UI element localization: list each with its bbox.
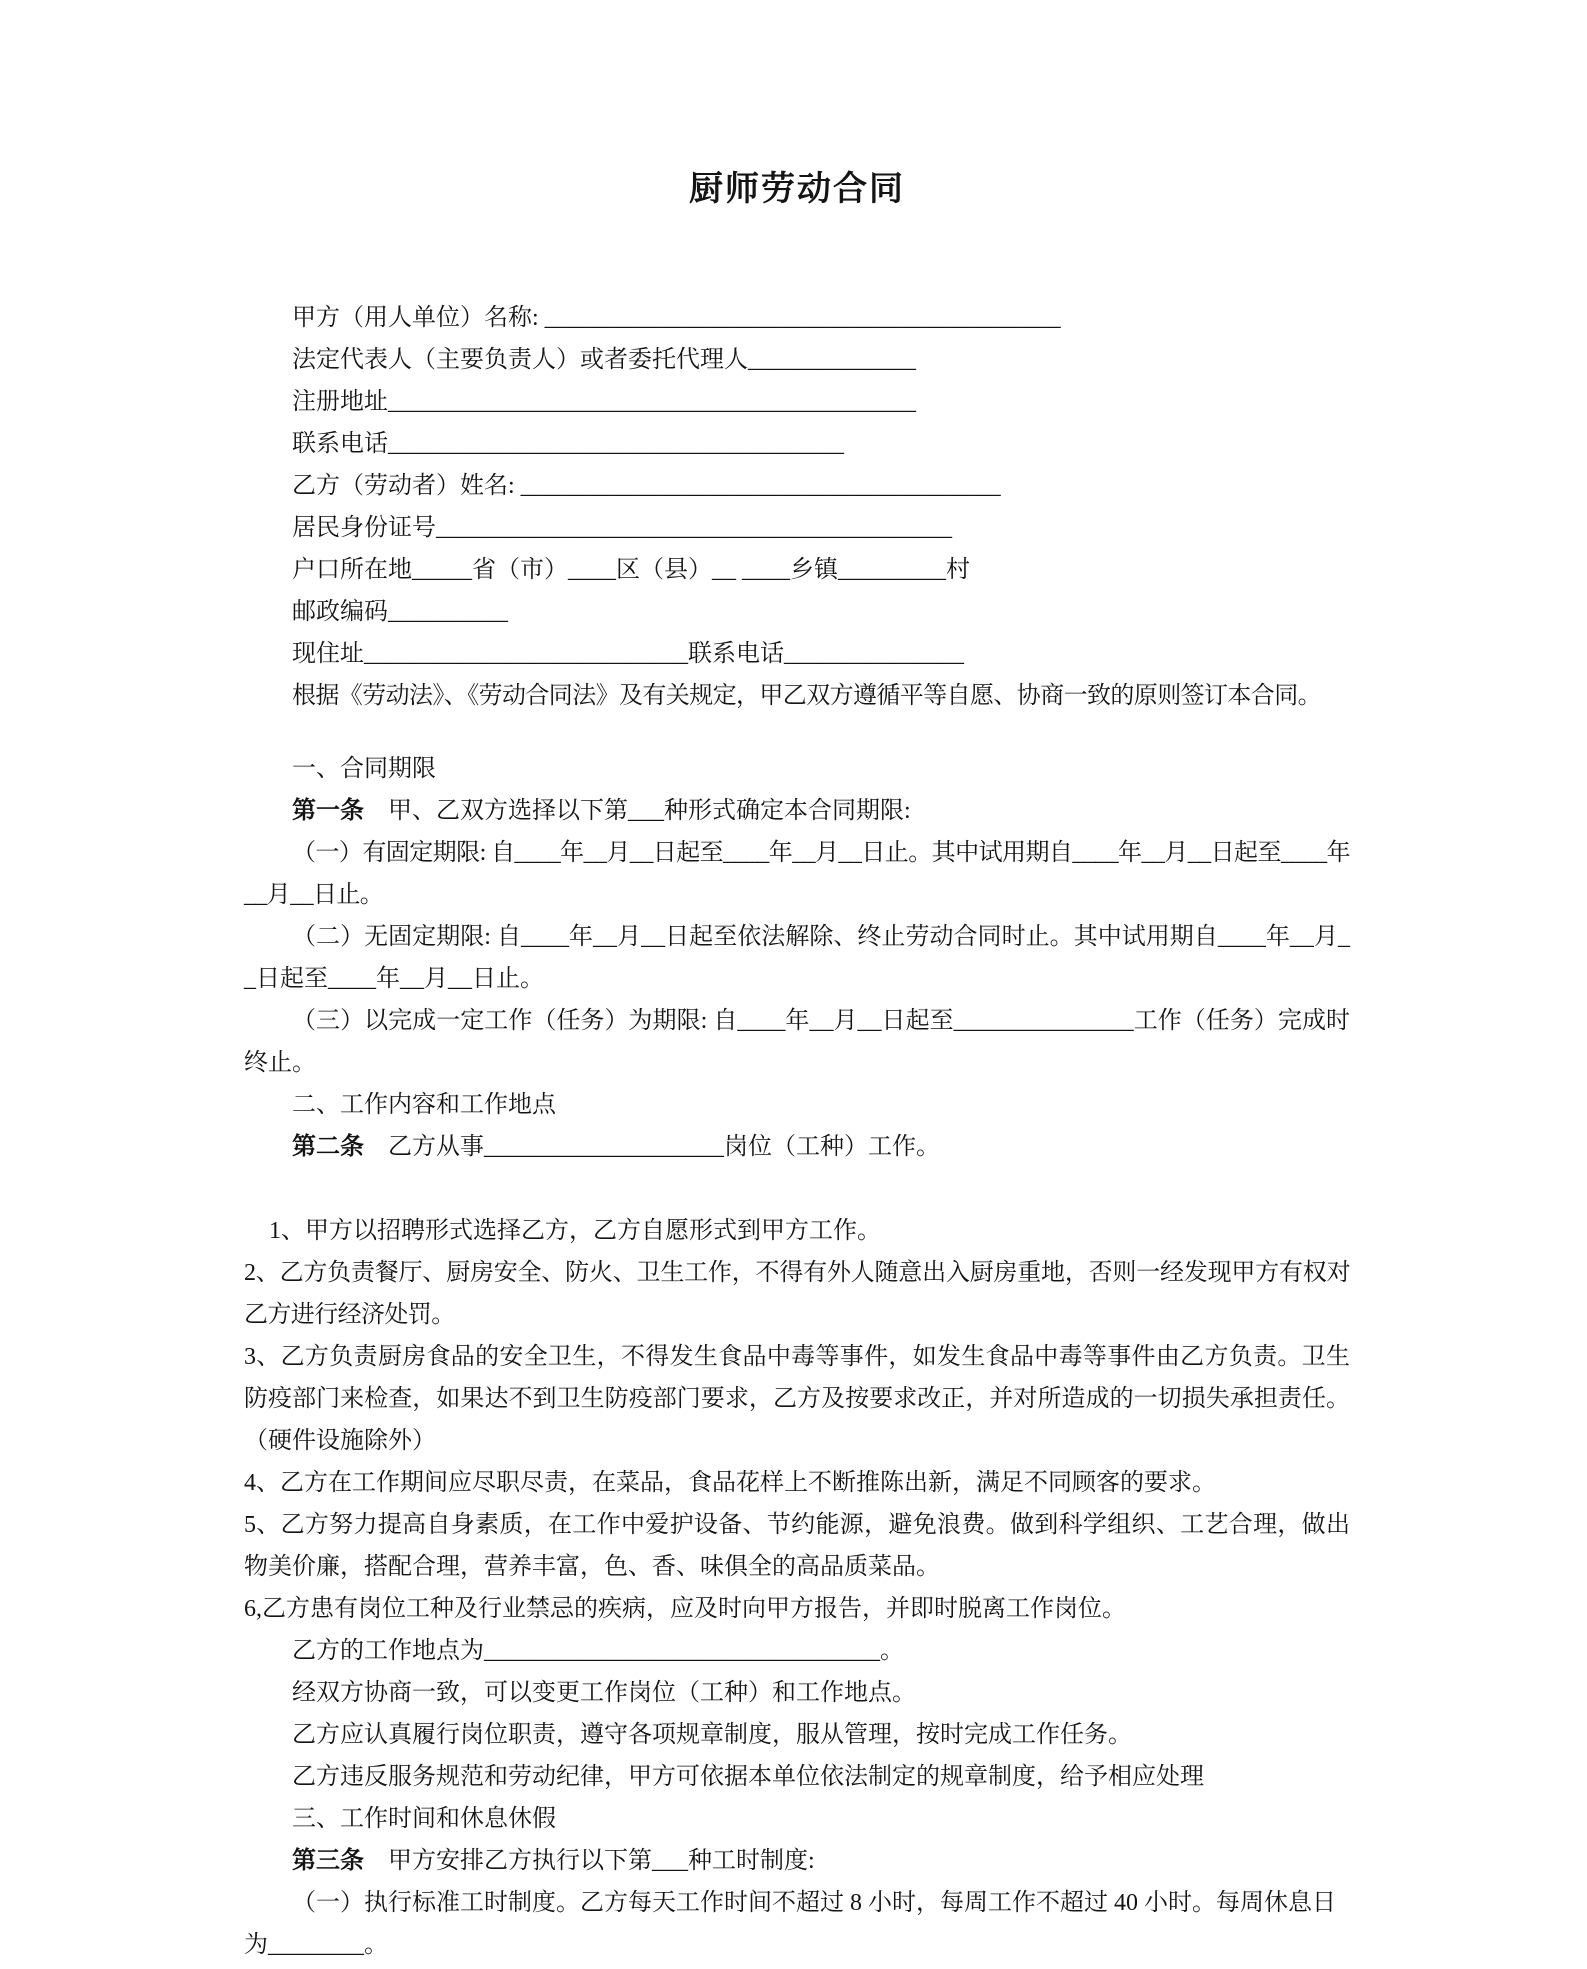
line-text: 邮政编码__________ — [292, 599, 508, 625]
contract-line — [244, 297, 1350, 339]
contract-line — [244, 1126, 1350, 1168]
document-title: 厨师劳动合同 — [689, 171, 905, 208]
line-text: 二、工作内容和工作地点 — [292, 1092, 556, 1118]
contract-line — [244, 381, 1350, 423]
line-text: 乙方的工作地点为_________________________________。 — [292, 1638, 904, 1664]
line-text: （二）无固定期限: 自____年__月__日起至依法解除、终止劳动合同时止。其中试用期自____年__月__日起至____年__月__日止。 — [244, 924, 1350, 992]
line-text: 注册地址____________________________________________ — [292, 389, 916, 415]
contract-line — [244, 1798, 1350, 1840]
contract-line — [244, 675, 1350, 717]
contract-line — [244, 633, 1350, 675]
contract-line — [244, 339, 1350, 381]
contract-line — [244, 465, 1350, 507]
line-text: 乙方应认真履行岗位职责，遵守各项规章制度，服从管理，按时完成工作任务。 — [292, 1722, 1132, 1748]
contract-line — [244, 1630, 1350, 1672]
contract-line — [244, 748, 1350, 790]
contract-line — [244, 423, 1350, 465]
line-text: 现住址___________________________联系电话_______________ — [292, 641, 964, 667]
contract-line — [244, 790, 1350, 832]
line-text: 2、乙方负责餐厅、厨房安全、防火、卫生工作，不得有外人随意出入厨房重地，否则一经发现甲方有权对乙方进行经济处罚。 — [244, 1260, 1350, 1328]
contract-line — [244, 549, 1350, 591]
line-text: 联系电话______________________________________ — [292, 431, 844, 457]
line-text: 甲方（用人单位）名称: ___________________________________________ — [292, 305, 1061, 331]
line-text: 经双方协商一致，可以变更工作岗位（工种）和工作地点。 — [292, 1680, 916, 1706]
contract-line — [244, 1210, 1350, 1252]
line-text: 乙方（劳动者）姓名: ________________________________________ — [292, 473, 1001, 499]
contract-line — [244, 507, 1350, 549]
contract-line — [244, 1252, 1350, 1336]
contract-body — [244, 297, 1350, 1966]
line-text: 一、合同期限 — [292, 756, 436, 782]
line-text: 三、工作时间和休息休假 — [292, 1806, 556, 1832]
contract-line — [244, 1504, 1350, 1588]
line-text: 居民身份证号___________________________________________ — [292, 515, 952, 541]
line-text: （三）以完成一定工作（任务）为期限: 自____年__月__日起至_______________工作（任务）完成时终止。 — [244, 1008, 1350, 1076]
contract-line — [244, 591, 1350, 633]
line-text: 3、乙方负责厨房食品的安全卫生，不得发生食品中毒等事件，如发生食品中毒等事件由乙方负责。卫生防疫部门来检查，如果达不到卫生防疫部门要求，乙方及按要求改正，并对所造成的一切损失承担责任。（硬件设施除外） — [244, 1344, 1350, 1454]
document-page — [244, 0, 1350, 1966]
article-number: 第一条 — [292, 798, 364, 824]
contract-line — [244, 916, 1350, 1000]
line-text: 甲、乙双方选择以下第___种形式确定本合同期限: — [364, 798, 911, 824]
contract-line — [244, 1462, 1350, 1504]
line-text: （一）有固定期限: 自____年__月__日起至____年__月__日止。其中试用期自____年__月__日起至____年__月__日止。 — [244, 840, 1350, 908]
line-text: 乙方违反服务规范和劳动纪律，甲方可依据本单位依法制定的规章制度，给予相应处理 — [292, 1764, 1204, 1790]
line-text: 5、乙方努力提高自身素质，在工作中爱护设备、节约能源，避免浪费。做到科学组织、工艺合理，做出物美价廉，搭配合理，营养丰富，色、香、味俱全的高品质菜品。 — [244, 1512, 1350, 1580]
contract-line — [244, 1336, 1350, 1462]
line-text: 4、乙方在工作期间应尽职尽责，在菜品，食品花样上不断推陈出新，满足不同顾客的要求。 — [244, 1470, 1216, 1496]
line-text: 甲方安排乙方执行以下第___种工时制度: — [364, 1848, 815, 1874]
contract-line — [244, 1000, 1350, 1084]
contract-line — [244, 1672, 1350, 1714]
line-text: 1、甲方以招聘形式选择乙方，乙方自愿形式到甲方工作。 — [269, 1218, 881, 1244]
line-text: 根据《劳动法》、《劳动合同法》及有关规定，甲乙双方遵循平等自愿、协商一致的原则签订本合同。 — [292, 683, 1321, 709]
line-text: 乙方从事____________________岗位（工种）工作。 — [364, 1134, 940, 1160]
contract-line — [244, 1756, 1350, 1798]
contract-line — [244, 1882, 1350, 1966]
contract-line — [244, 1084, 1350, 1126]
contract-line — [244, 1588, 1350, 1630]
line-text: 户口所在地_____省（市）____区（县）__ ____乡镇_________村 — [292, 557, 970, 583]
contract-line — [244, 1714, 1350, 1756]
contract-line — [244, 1840, 1350, 1882]
line-text: 6,乙方患有岗位工种及行业禁忌的疾病，应及时向甲方报告，并即时脱离工作岗位。 — [244, 1596, 1126, 1622]
contract-line — [244, 832, 1350, 916]
line-text: 法定代表人（主要负责人）或者委托代理人______________ — [292, 347, 916, 373]
line-text: （一）执行标准工时制度。乙方每天工作时间不超过 8 小时，每周工作不超过 40 小时。每周休息日为________。 — [244, 1890, 1336, 1958]
article-number: 第二条 — [292, 1134, 364, 1160]
article-number: 第三条 — [292, 1848, 364, 1874]
